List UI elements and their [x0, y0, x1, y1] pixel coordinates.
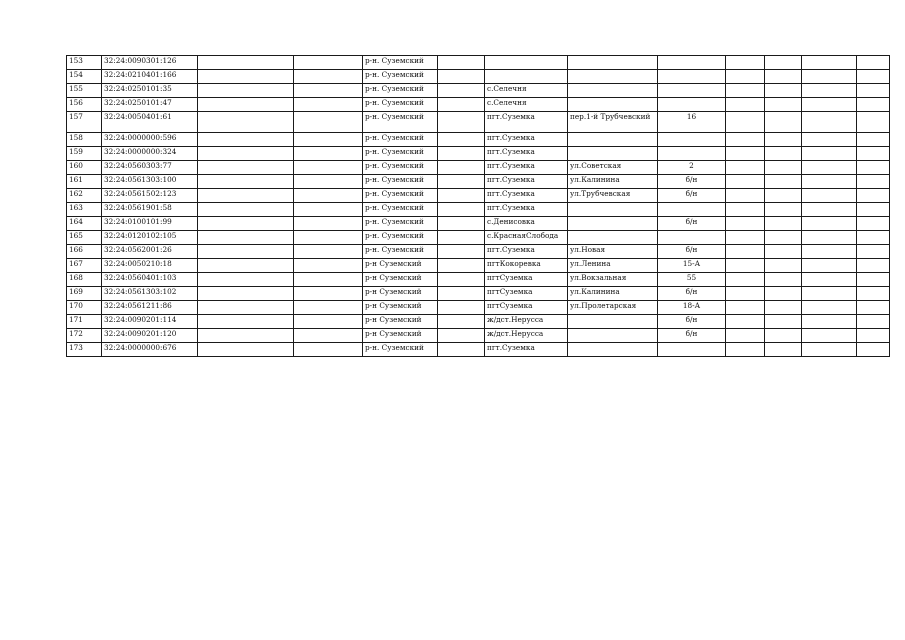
cell-street: ул.Калинина — [568, 287, 658, 301]
cell-empty — [294, 161, 363, 175]
cell-house-number: б/н — [658, 315, 726, 329]
cell-district: р-н. Суземский — [363, 133, 438, 147]
cell-empty — [802, 84, 857, 98]
cell-empty — [198, 343, 294, 357]
cell-row-number: 155 — [67, 84, 102, 98]
cell-empty — [198, 273, 294, 287]
cell-locality: пгтСуземка — [485, 301, 568, 315]
cell-street: ул.Вокзальная — [568, 273, 658, 287]
cell-empty — [294, 217, 363, 231]
cell-house-number: б/н — [658, 175, 726, 189]
cell-empty — [198, 287, 294, 301]
cell-cadastral-number: 32:24:0561303:102 — [102, 287, 198, 301]
cell-locality: пгт.Суземка — [485, 161, 568, 175]
cell-row-number: 162 — [67, 189, 102, 203]
cell-cadastral-number: 32:24:0210401:166 — [102, 70, 198, 84]
cell-empty — [726, 98, 765, 112]
table-row — [67, 315, 890, 329]
table-row — [67, 217, 890, 231]
table-row — [67, 133, 890, 147]
cell-street: ул.Ленина — [568, 259, 658, 273]
cell-street: ул.Калинина — [568, 175, 658, 189]
cell-row-number: 164 — [67, 217, 102, 231]
cell-locality: пгтСуземка — [485, 273, 568, 287]
cell-row-number: 170 — [67, 301, 102, 315]
cell-empty — [726, 231, 765, 245]
cell-empty — [857, 273, 890, 287]
cell-empty — [198, 175, 294, 189]
cell-empty — [294, 147, 363, 161]
cell-district: р-н Суземский — [363, 301, 438, 315]
table-row — [67, 203, 890, 217]
cell-empty — [726, 147, 765, 161]
cell-cadastral-number: 32:24:0562001:26 — [102, 245, 198, 259]
cell-district: р-н. Суземский — [363, 147, 438, 161]
cell-empty — [726, 203, 765, 217]
cell-house-number: 2 — [658, 161, 726, 175]
cell-empty — [857, 287, 890, 301]
cell-cadastral-number: 32:24:0050210:18 — [102, 259, 198, 273]
cell-empty — [294, 343, 363, 357]
cell-cadastral-number: 32:24:0000000:324 — [102, 147, 198, 161]
cell-empty — [198, 245, 294, 259]
cell-empty — [802, 112, 857, 133]
cell-empty — [438, 98, 485, 112]
cell-empty — [198, 133, 294, 147]
cell-cadastral-number: 32:24:0561211:86 — [102, 301, 198, 315]
cell-cadastral-number: 32:24:0090301:126 — [102, 56, 198, 70]
cell-row-number: 167 — [67, 259, 102, 273]
table-row — [67, 147, 890, 161]
cell-empty — [857, 329, 890, 343]
cell-empty — [857, 98, 890, 112]
cell-street: ул.Новая — [568, 245, 658, 259]
cell-empty — [765, 329, 802, 343]
cell-empty — [726, 70, 765, 84]
cell-street — [568, 315, 658, 329]
cell-cadastral-number: 32:24:0090201:120 — [102, 329, 198, 343]
cell-street — [568, 147, 658, 161]
cell-empty — [726, 133, 765, 147]
cell-cadastral-number: 32:24:0560303:77 — [102, 161, 198, 175]
cell-empty — [198, 329, 294, 343]
cell-house-number: б/н — [658, 217, 726, 231]
cell-cadastral-number: 32:24:0250101:47 — [102, 98, 198, 112]
cell-street — [568, 70, 658, 84]
cell-empty — [765, 273, 802, 287]
cell-locality — [485, 70, 568, 84]
cell-empty — [726, 273, 765, 287]
cell-empty — [765, 301, 802, 315]
cell-district: р-н Суземский — [363, 287, 438, 301]
cell-row-number: 161 — [67, 175, 102, 189]
cell-empty — [198, 217, 294, 231]
cell-empty — [438, 287, 485, 301]
cell-district: р-н. Суземский — [363, 245, 438, 259]
cell-empty — [198, 161, 294, 175]
cell-empty — [765, 84, 802, 98]
cell-empty — [438, 133, 485, 147]
cell-empty — [802, 217, 857, 231]
cell-empty — [857, 133, 890, 147]
cell-street: ул.Пролетарская — [568, 301, 658, 315]
cell-empty — [198, 112, 294, 133]
cell-empty — [802, 315, 857, 329]
cell-empty — [438, 70, 485, 84]
cell-row-number: 166 — [67, 245, 102, 259]
cell-empty — [198, 98, 294, 112]
cell-empty — [857, 147, 890, 161]
table-row — [67, 189, 890, 203]
cell-empty — [438, 273, 485, 287]
cell-row-number: 160 — [67, 161, 102, 175]
cell-empty — [294, 301, 363, 315]
cell-empty — [294, 175, 363, 189]
cell-row-number: 173 — [67, 343, 102, 357]
cell-empty — [802, 301, 857, 315]
cell-row-number: 156 — [67, 98, 102, 112]
cell-district: р-н. Суземский — [363, 175, 438, 189]
cell-empty — [726, 287, 765, 301]
cell-row-number: 158 — [67, 133, 102, 147]
cell-empty — [294, 203, 363, 217]
cell-empty — [294, 56, 363, 70]
cell-empty — [198, 259, 294, 273]
cell-empty — [857, 315, 890, 329]
table-row — [67, 273, 890, 287]
cell-house-number — [658, 147, 726, 161]
table-row — [67, 329, 890, 343]
cell-locality: с.Селечня — [485, 84, 568, 98]
cell-empty — [438, 245, 485, 259]
cell-district: р-н. Суземский — [363, 203, 438, 217]
cell-street — [568, 133, 658, 147]
cell-cadastral-number: 32:24:0000000:596 — [102, 133, 198, 147]
cell-street: ул.Трубчевская — [568, 189, 658, 203]
cell-street — [568, 98, 658, 112]
cell-locality: пгтСуземка — [485, 287, 568, 301]
cell-locality: пгт.Суземка — [485, 245, 568, 259]
cell-empty — [198, 315, 294, 329]
cell-empty — [802, 329, 857, 343]
cell-empty — [857, 217, 890, 231]
cell-district: р-н. Суземский — [363, 189, 438, 203]
cell-empty — [294, 273, 363, 287]
cell-empty — [294, 133, 363, 147]
cell-empty — [294, 287, 363, 301]
cell-cadastral-number: 32:24:0561901:58 — [102, 203, 198, 217]
cell-empty — [765, 189, 802, 203]
cell-empty — [726, 315, 765, 329]
cell-empty — [802, 147, 857, 161]
cell-empty — [198, 203, 294, 217]
cell-empty — [726, 329, 765, 343]
cell-empty — [802, 343, 857, 357]
cell-empty — [802, 133, 857, 147]
cell-row-number: 157 — [67, 112, 102, 133]
cell-empty — [198, 56, 294, 70]
cell-district: р-н Суземский — [363, 273, 438, 287]
cell-empty — [294, 231, 363, 245]
table-row — [67, 98, 890, 112]
cell-empty — [294, 70, 363, 84]
table-row — [67, 343, 890, 357]
cell-cadastral-number: 32:24:0120102:105 — [102, 231, 198, 245]
cell-empty — [294, 259, 363, 273]
cell-empty — [857, 56, 890, 70]
cell-empty — [765, 287, 802, 301]
cell-row-number: 154 — [67, 70, 102, 84]
cell-empty — [802, 245, 857, 259]
cell-empty — [802, 175, 857, 189]
cell-district: р-н. Суземский — [363, 161, 438, 175]
cell-empty — [726, 56, 765, 70]
cell-empty — [765, 133, 802, 147]
cell-district: р-н. Суземский — [363, 56, 438, 70]
cell-cadastral-number: 32:24:0560401:103 — [102, 273, 198, 287]
cell-empty — [857, 189, 890, 203]
cell-street: пер.1-й Трубчевский — [568, 112, 658, 133]
cell-empty — [198, 301, 294, 315]
cell-empty — [857, 203, 890, 217]
cell-empty — [198, 70, 294, 84]
cell-empty — [294, 189, 363, 203]
cell-empty — [802, 161, 857, 175]
cell-row-number: 169 — [67, 287, 102, 301]
cell-row-number: 165 — [67, 231, 102, 245]
cell-street — [568, 329, 658, 343]
cell-empty — [765, 98, 802, 112]
cell-district: р-н. Суземский — [363, 343, 438, 357]
cell-empty — [726, 189, 765, 203]
cell-empty — [726, 301, 765, 315]
cell-empty — [857, 112, 890, 133]
table-row — [67, 112, 890, 133]
cell-district: р-н Суземский — [363, 329, 438, 343]
cell-locality: пгт.Суземка — [485, 175, 568, 189]
table-row — [67, 259, 890, 273]
table-row — [67, 70, 890, 84]
cell-locality: пгт.Суземка — [485, 343, 568, 357]
cell-cadastral-number: 32:24:0250101:35 — [102, 84, 198, 98]
cell-empty — [438, 315, 485, 329]
cell-empty — [438, 203, 485, 217]
cell-row-number: 168 — [67, 273, 102, 287]
cell-empty — [857, 301, 890, 315]
cell-empty — [294, 329, 363, 343]
cell-empty — [438, 343, 485, 357]
cell-empty — [198, 147, 294, 161]
cell-empty — [198, 231, 294, 245]
cell-row-number: 163 — [67, 203, 102, 217]
cell-cadastral-number: 32:24:0050401:61 — [102, 112, 198, 133]
table-row — [67, 84, 890, 98]
cell-cadastral-number: 32:24:0561502:123 — [102, 189, 198, 203]
cell-street — [568, 84, 658, 98]
cell-empty — [438, 189, 485, 203]
cell-district: р-н. Суземский — [363, 98, 438, 112]
cell-empty — [438, 56, 485, 70]
cell-empty — [765, 343, 802, 357]
cell-empty — [857, 343, 890, 357]
cell-house-number: 55 — [658, 273, 726, 287]
cell-locality: пгт.Суземка — [485, 147, 568, 161]
cell-street — [568, 217, 658, 231]
cell-empty — [438, 161, 485, 175]
cell-house-number: б/н — [658, 329, 726, 343]
cell-street — [568, 231, 658, 245]
cell-empty — [438, 329, 485, 343]
cell-house-number: б/н — [658, 245, 726, 259]
cell-street — [568, 56, 658, 70]
cell-empty — [802, 56, 857, 70]
cell-locality: ж/дст.Нерусса — [485, 329, 568, 343]
cell-empty — [802, 203, 857, 217]
cell-empty — [802, 259, 857, 273]
cell-empty — [726, 343, 765, 357]
cell-empty — [438, 147, 485, 161]
cell-empty — [765, 147, 802, 161]
cell-district: р-н. Суземский — [363, 231, 438, 245]
cell-locality: с.КраснаяСлобода — [485, 231, 568, 245]
cell-house-number — [658, 231, 726, 245]
cell-empty — [765, 175, 802, 189]
cell-empty — [765, 161, 802, 175]
cell-empty — [857, 231, 890, 245]
cell-house-number: б/н — [658, 189, 726, 203]
cell-empty — [438, 175, 485, 189]
table-row — [67, 231, 890, 245]
cell-house-number — [658, 98, 726, 112]
table-row — [67, 245, 890, 259]
registry-table — [66, 55, 890, 357]
cell-empty — [438, 301, 485, 315]
cell-street — [568, 203, 658, 217]
cell-empty — [802, 189, 857, 203]
cell-empty — [765, 70, 802, 84]
cell-empty — [765, 245, 802, 259]
cell-empty — [198, 189, 294, 203]
cell-empty — [294, 98, 363, 112]
cell-empty — [294, 245, 363, 259]
cell-locality: с.Селечня — [485, 98, 568, 112]
table-row — [67, 301, 890, 315]
cell-cadastral-number: 32:24:0561303:100 — [102, 175, 198, 189]
cell-street — [568, 343, 658, 357]
registry-table-body — [67, 56, 890, 357]
cell-house-number — [658, 84, 726, 98]
cell-empty — [438, 112, 485, 133]
cell-house-number: 15-А — [658, 259, 726, 273]
cell-locality: с.Денисовка — [485, 217, 568, 231]
cell-row-number: 153 — [67, 56, 102, 70]
cell-row-number: 171 — [67, 315, 102, 329]
cell-empty — [438, 259, 485, 273]
cell-locality — [485, 56, 568, 70]
cell-empty — [802, 287, 857, 301]
cell-empty — [857, 245, 890, 259]
cell-house-number — [658, 133, 726, 147]
cell-house-number — [658, 56, 726, 70]
cell-locality: пгт.Суземка — [485, 189, 568, 203]
cell-empty — [802, 70, 857, 84]
cell-house-number — [658, 203, 726, 217]
cell-empty — [765, 203, 802, 217]
cell-empty — [726, 161, 765, 175]
cell-row-number: 172 — [67, 329, 102, 343]
cell-empty — [726, 112, 765, 133]
cell-empty — [857, 70, 890, 84]
cell-empty — [294, 112, 363, 133]
cell-cadastral-number: 32:24:0100101:99 — [102, 217, 198, 231]
cell-empty — [726, 84, 765, 98]
cell-district: р-н. Суземский — [363, 70, 438, 84]
cell-empty — [765, 112, 802, 133]
cell-locality: пгт.Суземка — [485, 112, 568, 133]
cell-empty — [857, 161, 890, 175]
cell-district: р-н. Суземский — [363, 84, 438, 98]
cell-empty — [802, 273, 857, 287]
cell-locality: пгтКокоревка — [485, 259, 568, 273]
cell-empty — [765, 231, 802, 245]
cell-empty — [438, 84, 485, 98]
cell-empty — [726, 245, 765, 259]
cell-empty — [726, 259, 765, 273]
cell-empty — [726, 217, 765, 231]
cell-empty — [726, 175, 765, 189]
cell-empty — [765, 56, 802, 70]
cell-empty — [765, 315, 802, 329]
cell-empty — [802, 231, 857, 245]
cell-house-number: 16 — [658, 112, 726, 133]
cell-empty — [857, 259, 890, 273]
cell-cadastral-number: 32:24:0090201:114 — [102, 315, 198, 329]
cell-empty — [765, 259, 802, 273]
cell-district: р-н. Суземский — [363, 112, 438, 133]
table-row — [67, 56, 890, 70]
cell-district: р-н. Суземский — [363, 217, 438, 231]
cell-empty — [438, 217, 485, 231]
cell-house-number — [658, 343, 726, 357]
cell-house-number: 18-А — [658, 301, 726, 315]
cell-house-number: б/н — [658, 287, 726, 301]
cell-cadastral-number: 32:24:0000000:676 — [102, 343, 198, 357]
cell-empty — [294, 84, 363, 98]
cell-locality: пгт.Суземка — [485, 133, 568, 147]
cell-locality: ж/дст.Нерусса — [485, 315, 568, 329]
cell-row-number: 159 — [67, 147, 102, 161]
cell-empty — [802, 98, 857, 112]
cell-empty — [198, 84, 294, 98]
cell-district: р-н Суземский — [363, 315, 438, 329]
table-row — [67, 287, 890, 301]
cell-house-number — [658, 70, 726, 84]
cell-district: р-н Суземский — [363, 259, 438, 273]
table-row — [67, 161, 890, 175]
cell-empty — [438, 231, 485, 245]
cell-empty — [765, 217, 802, 231]
cell-empty — [294, 315, 363, 329]
cell-empty — [857, 84, 890, 98]
cell-empty — [857, 175, 890, 189]
cell-locality: пгт.Суземка — [485, 203, 568, 217]
table-row — [67, 175, 890, 189]
cell-street: ул.Советская — [568, 161, 658, 175]
